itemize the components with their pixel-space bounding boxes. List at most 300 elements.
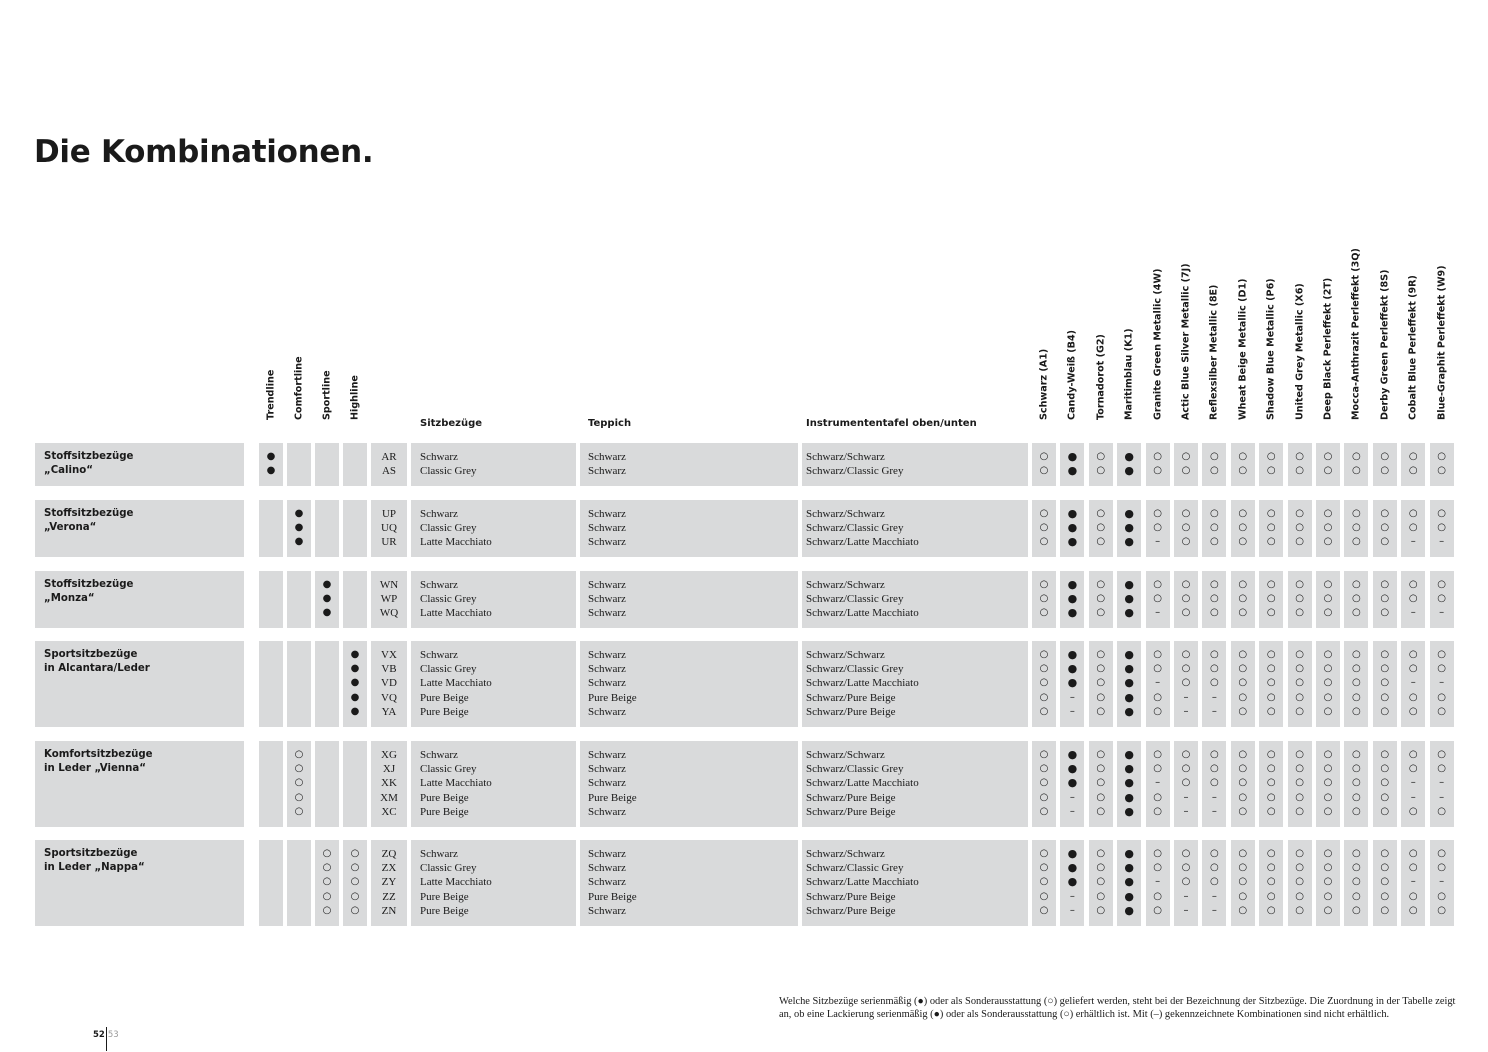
color-availability: ○ [1238,848,1248,859]
color-availability: – [1183,904,1189,916]
color-availability: ○ [1437,663,1446,675]
carpet: Schwarz [588,777,626,790]
color-availability: ○ [1380,522,1390,534]
color-availability: ● [1067,450,1078,463]
table-cell-bg [343,500,367,557]
color-availability: ○ [1096,862,1106,874]
color-availability: ○ [1238,579,1248,590]
color-availability: ○ [1266,777,1276,789]
color-availability: – [1439,876,1445,888]
color-availability: ○ [1039,805,1049,817]
color-availability: – [1439,777,1445,789]
carpet: Pure Beige [588,890,637,903]
color-availability: ○ [1295,649,1304,660]
table-cell-bg [315,500,339,557]
color-availability: ○ [1295,465,1304,477]
line-mark: ● [350,677,360,689]
seat-code: ZX [381,862,397,875]
line-mark: ● [294,536,304,548]
color-header [1263,191,1279,431]
seat-code: ZZ [382,890,396,903]
color-availability: – [1410,536,1416,548]
color-availability: ○ [1295,791,1304,803]
color-availability: ○ [1266,522,1276,534]
color-availability: ○ [1181,579,1191,590]
seat-code: VQ [381,691,397,704]
color-availability: ● [1124,464,1134,478]
color-availability: ○ [1408,904,1418,916]
color-availability: ● [1124,748,1134,761]
color-availability: ● [1124,648,1134,661]
color-availability: ○ [1352,805,1361,817]
color-availability: ○ [1323,649,1333,660]
table-cell-bg [259,641,283,727]
color-availability: ○ [1266,705,1276,717]
seat-code: ZN [381,904,397,917]
color-availability: ● [1124,776,1134,790]
color-availability: ○ [1266,579,1276,590]
color-availability: – [1155,876,1161,888]
color-availability: ● [1067,776,1078,790]
color-availability: ○ [1323,579,1333,590]
color-availability: ○ [1039,579,1049,590]
color-availability: ● [1124,861,1134,875]
seat-cover: Schwarz [420,649,458,661]
carpet: Schwarz [588,763,626,776]
color-availability: – [1069,805,1075,817]
seat-cover: Pure Beige [420,805,469,818]
color-availability: ○ [1408,522,1418,534]
page-numbers [93,1027,119,1051]
color-availability: ○ [1380,791,1390,803]
color-availability: ○ [1096,451,1106,462]
line-mark: ● [266,451,276,462]
color-availability: ○ [1380,805,1390,817]
color-availability: ○ [1039,848,1049,859]
color-availability: ○ [1408,451,1418,462]
table-cell-bg [287,571,311,628]
color-header-text: Deep Black Perleffekt (2T) [1322,277,1334,420]
line-header-text: Trendline [265,369,277,420]
color-availability: ○ [1295,593,1304,605]
color-availability: ● [1067,748,1078,761]
dashboard: Schwarz/Schwarz [806,579,885,591]
carpet: Schwarz [588,607,626,620]
carpet: Schwarz [588,805,626,818]
color-availability: ○ [1238,890,1248,902]
color-availability: ○ [1153,649,1162,660]
color-availability: ○ [1238,749,1248,760]
color-availability: ○ [1323,593,1333,605]
color-availability: ○ [1408,749,1418,760]
seat-code: YA [381,705,397,718]
color-availability: – [1155,536,1161,548]
color-availability: ○ [1352,649,1361,660]
color-availability: ○ [1352,791,1361,803]
dashboard: Schwarz/Latte Macchiato [806,777,919,790]
seat-code: WP [380,593,398,606]
line-mark: ○ [350,848,360,859]
seat-cover: Schwarz [420,579,458,591]
carpet: Pure Beige [588,691,637,704]
color-availability: ● [1067,662,1078,676]
color-availability: ○ [1181,593,1191,605]
dashboard-header: Instrumententafel oben/unten [806,418,977,429]
color-availability: ○ [1380,862,1390,874]
color-availability: ○ [1238,876,1248,888]
color-availability: ○ [1096,791,1106,803]
color-availability: ○ [1380,749,1390,760]
seat-code: UP [381,508,397,520]
color-availability: ○ [1266,763,1276,775]
dashboard: Schwarz/Schwarz [806,848,885,860]
color-availability: ○ [1380,579,1390,590]
color-availability: ○ [1323,522,1333,534]
color-availability: ○ [1380,607,1390,619]
color-availability: ○ [1096,890,1106,902]
color-availability: ○ [1295,777,1304,789]
color-availability: ○ [1181,862,1191,874]
color-availability: ○ [1153,848,1162,859]
color-header [1235,191,1251,431]
page-number-next: 53 [107,1030,119,1040]
color-availability: ○ [1210,508,1219,519]
color-availability: ● [1124,875,1134,889]
color-availability: – [1155,677,1161,689]
page-number-current: 52 [93,1030,105,1040]
color-availability: ○ [1295,705,1304,717]
color-availability: ○ [1266,848,1276,859]
color-availability: ● [1124,578,1134,591]
color-availability: ○ [1352,579,1361,590]
line-header [291,191,307,431]
color-header [1121,191,1137,431]
color-availability: ○ [1323,451,1333,462]
line-header [319,191,335,431]
color-availability: ○ [1266,536,1276,548]
seat-cover: Latte Macchiato [420,536,492,549]
color-availability: ● [1124,521,1134,535]
color-availability: ○ [1437,649,1446,660]
color-availability: ○ [1380,508,1390,519]
seat-cover: Schwarz [420,508,458,520]
color-availability: – [1211,904,1217,916]
carpet: Schwarz [588,705,626,718]
dashboard: Schwarz/Classic Grey [806,862,904,875]
dashboard: Schwarz/Classic Grey [806,663,904,676]
color-header-text: Granite Green Metallic (4W) [1152,268,1164,420]
color-availability: ○ [1039,677,1049,689]
color-availability: ● [1124,804,1134,818]
color-availability: ○ [1210,607,1219,619]
color-availability: – [1410,791,1416,803]
color-availability: ○ [1380,848,1390,859]
color-availability: ○ [1266,691,1276,703]
group-label: Stoffsitzbezüge [44,451,134,462]
color-availability: ○ [1039,777,1049,789]
color-availability: ○ [1380,649,1390,660]
color-availability: ○ [1210,593,1219,605]
color-availability: ○ [1096,691,1106,703]
color-availability: ○ [1181,508,1191,519]
color-availability: ○ [1153,579,1162,590]
color-availability: – [1410,777,1416,789]
color-availability: ● [1124,676,1134,690]
color-header-text: Tornadorot (G2) [1095,334,1107,420]
color-availability: ○ [1437,705,1446,717]
color-availability: ○ [1039,763,1049,775]
color-availability: ○ [1295,663,1304,675]
color-availability: – [1183,691,1189,703]
color-availability: ○ [1266,862,1276,874]
carpet: Pure Beige [588,791,637,804]
color-availability: ○ [1210,536,1219,548]
color-availability: ○ [1295,763,1304,775]
color-availability: ○ [1181,763,1191,775]
carpet: Schwarz [588,508,626,520]
color-availability: ○ [1039,876,1049,888]
color-availability: ○ [1323,876,1333,888]
color-availability: ○ [1295,607,1304,619]
color-availability: ○ [1323,607,1333,619]
color-availability: – [1155,607,1161,619]
color-availability: ○ [1238,508,1248,519]
color-availability: ● [1124,762,1134,776]
color-availability: ● [1067,464,1078,478]
table-cell-bg [315,641,339,727]
color-header-text: Maritimblau (K1) [1123,328,1135,420]
seat-code: UR [381,536,397,549]
color-availability: ○ [1153,749,1162,760]
color-availability: ○ [1437,890,1446,902]
dashboard: Schwarz/Latte Macchiato [806,876,919,889]
color-availability: ○ [1210,579,1219,590]
table-cell-bg [259,840,283,926]
table-cell-bg [287,840,311,926]
color-availability: ○ [1096,649,1106,660]
color-availability: ○ [1266,451,1276,462]
carpet: Schwarz [588,663,626,676]
seat-code: AR [381,451,397,463]
color-availability: ○ [1181,451,1191,462]
color-availability: ○ [1437,691,1446,703]
group-label: in Leder „Vienna“ [44,763,146,775]
seat-cover: Latte Macchiato [420,876,492,889]
color-availability: ○ [1210,777,1219,789]
color-availability: ○ [1238,607,1248,619]
color-availability: ○ [1238,465,1248,477]
color-availability: ● [1124,450,1134,463]
color-availability: ○ [1437,763,1446,775]
color-availability: ○ [1295,579,1304,590]
color-availability: ○ [1352,749,1361,760]
color-availability: ○ [1153,522,1162,534]
line-mark: ○ [322,904,332,916]
dashboard: Schwarz/Classic Grey [806,522,904,535]
carpet: Schwarz [588,848,626,860]
color-availability: ○ [1153,791,1162,803]
color-availability: ○ [1153,805,1162,817]
line-mark: ○ [350,862,360,874]
seat-header: Sitzbezüge [420,418,483,429]
color-availability: ○ [1380,876,1390,888]
color-header [1178,191,1194,431]
color-availability: ○ [1039,649,1049,660]
color-availability: ○ [1352,862,1361,874]
line-mark: ● [350,691,360,703]
color-availability: ○ [1210,465,1219,477]
color-availability: ○ [1238,791,1248,803]
dashboard: Schwarz/Schwarz [806,508,885,520]
color-availability: ○ [1238,705,1248,717]
color-availability: ● [1124,704,1134,718]
color-availability: – [1069,691,1075,703]
line-mark: ○ [294,763,304,775]
line-mark: ● [322,593,332,605]
color-availability: ○ [1039,749,1049,760]
color-availability: ● [1067,606,1078,620]
dashboard: Schwarz/Latte Macchiato [806,677,919,690]
color-availability: ○ [1437,749,1446,760]
carpet: Schwarz [588,749,626,761]
color-availability: ○ [1437,593,1446,605]
color-availability: ○ [1181,465,1191,477]
color-availability: ○ [1295,749,1304,760]
group-label: Stoffsitzbezüge [44,508,134,519]
color-availability: ○ [1352,522,1361,534]
color-availability: ○ [1352,777,1361,789]
color-availability: ○ [1295,451,1304,462]
color-availability: ○ [1039,465,1049,477]
color-availability: – [1211,791,1217,803]
color-availability: ○ [1323,677,1333,689]
color-availability: ○ [1323,663,1333,675]
color-availability: ○ [1323,777,1333,789]
line-mark: ● [266,465,276,477]
color-header [1036,191,1052,431]
color-header [1292,191,1308,431]
table-cell-bg [315,443,339,486]
color-availability: ○ [1238,777,1248,789]
color-availability: ○ [1408,705,1418,717]
color-availability: ● [1067,535,1078,549]
seat-code: ZQ [381,848,397,860]
color-availability: – [1183,805,1189,817]
color-availability: ○ [1039,536,1049,548]
color-availability: ○ [1380,763,1390,775]
seat-cover: Classic Grey [420,522,477,535]
dashboard: Schwarz/Classic Grey [806,465,904,478]
group-label: „Verona“ [44,522,97,534]
color-availability: ○ [1238,691,1248,703]
color-availability: ○ [1352,876,1361,888]
color-availability: ○ [1323,862,1333,874]
line-mark: ● [322,607,332,619]
color-availability: ○ [1181,522,1191,534]
color-availability: ○ [1181,749,1191,760]
group-label: Komfortsitzbezüge [44,749,153,760]
color-header-text: Shadow Blue Metallic (P6) [1265,278,1277,420]
seat-code: WN [379,579,399,591]
color-availability: – [1069,904,1075,916]
color-availability: – [1155,777,1161,789]
line-mark: ○ [322,862,332,874]
color-availability: ● [1124,606,1134,620]
color-availability: ○ [1039,890,1049,902]
table-cell-bg [343,571,367,628]
color-availability: ○ [1039,663,1049,675]
color-availability: ○ [1408,465,1418,477]
seat-code: XM [380,791,398,804]
dashboard: Schwarz/Latte Macchiato [806,536,919,549]
color-availability: ○ [1408,663,1418,675]
color-availability: ○ [1039,862,1049,874]
dashboard: Schwarz/Classic Grey [806,593,904,606]
color-availability: ○ [1408,508,1418,519]
color-availability: ○ [1266,508,1276,519]
color-availability: ○ [1181,848,1191,859]
color-availability: ○ [1096,848,1106,859]
color-availability: ○ [1323,848,1333,859]
color-availability: ○ [1153,451,1162,462]
color-availability: ○ [1039,904,1049,916]
seat-cover: Classic Grey [420,763,477,776]
color-availability: ○ [1295,904,1304,916]
color-availability: ○ [1096,579,1106,590]
color-availability: ○ [1153,465,1162,477]
color-header [1348,191,1364,431]
color-availability: – [1439,607,1445,619]
dashboard: Schwarz/Pure Beige [806,791,896,804]
color-availability: ○ [1437,451,1446,462]
color-availability: ○ [1352,536,1361,548]
color-availability: ○ [1096,904,1106,916]
line-header-text: Comfortline [293,356,305,420]
color-availability: ○ [1437,904,1446,916]
seat-code: XG [381,749,397,761]
color-availability: ○ [1352,904,1361,916]
color-header [1320,191,1336,431]
line-mark: ○ [350,890,360,902]
seat-cover: Pure Beige [420,791,469,804]
color-availability: ○ [1238,763,1248,775]
dashboard: Schwarz/Classic Grey [806,763,904,776]
color-availability: ○ [1295,691,1304,703]
color-availability: ○ [1039,791,1049,803]
dashboard: Schwarz/Schwarz [806,749,885,761]
color-availability: ○ [1238,677,1248,689]
color-availability: ○ [1380,777,1390,789]
footnote: Welche Sitzbezüge serienmäßig (●) oder als Sonderausstattung (○) geliefert werden, steht bei der Bezeichnung der Sitzbezüge. Die Zuordnung in der Tabelle zeigt an, ob eine Lackierung serienmäßig (●) oder als Sonderausstattung (○) erhältlich ist. Mit (–) gekennzeichnete Kombinationen sind nicht erhältlich. [779,996,1456,1020]
color-availability: ○ [1323,904,1333,916]
color-availability: ○ [1210,862,1219,874]
color-availability: ○ [1210,848,1219,859]
color-availability: ○ [1323,805,1333,817]
color-availability: ○ [1153,663,1162,675]
color-availability: ○ [1181,663,1191,675]
color-availability: – [1410,677,1416,689]
color-availability: ○ [1039,451,1049,462]
color-availability: ○ [1181,649,1191,660]
color-availability: ○ [1295,508,1304,519]
carpet: Schwarz [588,522,626,535]
color-availability: ○ [1210,451,1219,462]
color-availability: ○ [1181,677,1191,689]
seat-cover: Pure Beige [420,705,469,718]
line-header [347,191,363,431]
table-cell-bg [287,443,311,486]
seat-cover: Pure Beige [420,691,469,704]
